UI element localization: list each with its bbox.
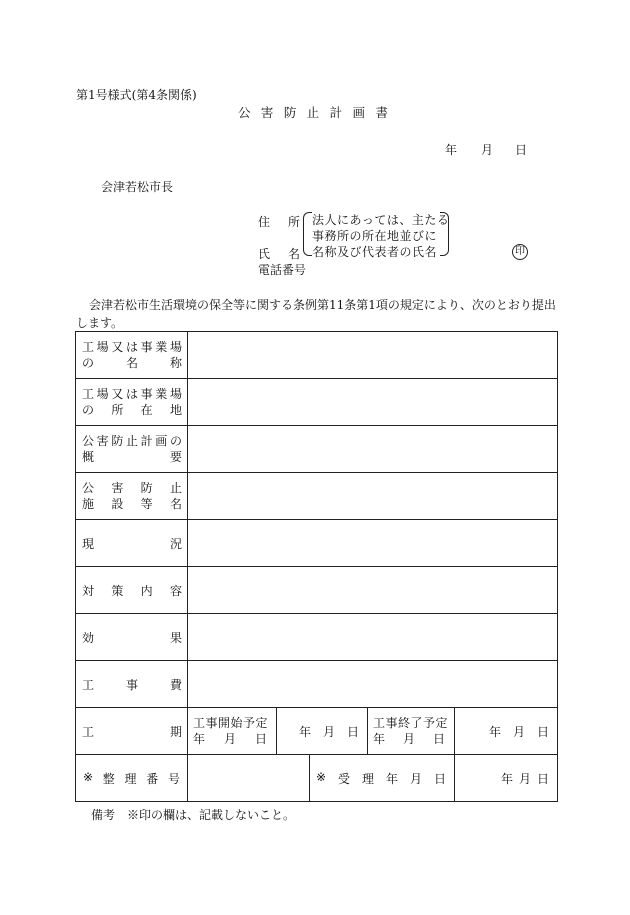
table-row [76, 661, 558, 708]
row-label: 工 場 又 は 事 業 場 の 名 称 [76, 332, 188, 379]
table-row [76, 426, 558, 473]
row-value-field[interactable] [188, 614, 558, 661]
date-month: 月 [481, 143, 494, 157]
addressee: 会津若松市長 [101, 180, 174, 194]
date-year: 年 [445, 143, 458, 157]
period-row [76, 708, 558, 755]
number-label: ※ 整 理 番 号 [76, 755, 188, 802]
row-label: 公 害 防 止 施 設 等 名 [76, 473, 188, 520]
form-number: 第1号様式(第4条関係) [76, 88, 197, 102]
phone-label: 電話番号 [258, 263, 307, 277]
period-label: 工 期 [76, 708, 188, 755]
table-row [76, 614, 558, 661]
number-field [188, 755, 310, 802]
page-title: 公 害 防 止 計 画 書 [238, 105, 388, 120]
row-label: 工 事 費 [76, 661, 188, 708]
row-label: 工 場 又 は 事 業 場 の 所 在 地 [76, 379, 188, 426]
row-value-field[interactable] [188, 520, 558, 567]
plan-table [75, 331, 558, 802]
address-label: 住 所 [258, 215, 300, 229]
table-row [76, 567, 558, 614]
end-date-field[interactable]: 年 月 日 [455, 708, 558, 755]
table-row [76, 332, 558, 379]
row-value-field[interactable] [188, 332, 558, 379]
row-value-field[interactable] [188, 473, 558, 520]
row-label: 公 害 防 止 計 画 の 概 要 [76, 426, 188, 473]
left-bracket [303, 212, 312, 256]
start-date-field[interactable]: 年 月 日 [277, 708, 368, 755]
body-text: 会津若松市生活環境の保全等に関する条例第11条第1項の規定により、次のとおり提出 します。 [76, 298, 556, 330]
end-label: 工事終了予定 年 月 日 [368, 708, 455, 755]
applicant-note: 法人にあっては、主たる 事務所の所在地並びに 名称及び代表者の氏名 [312, 213, 450, 259]
row-label: 対 策 内 容 [76, 567, 188, 614]
table-row [76, 520, 558, 567]
row-value-field[interactable] [188, 379, 558, 426]
name-label: 氏 名 [258, 247, 300, 261]
date-day: 日 [515, 143, 528, 157]
remark: 備考 ※印の欄は、記載しないこと。 [91, 808, 296, 822]
table-row [76, 379, 558, 426]
receipt-label: ※ 受 理 年 月 日 [310, 755, 455, 802]
row-value-field[interactable] [188, 661, 558, 708]
start-label: 工事開始予定 年 月 日 [188, 708, 277, 755]
seal-mark: 印 [512, 244, 528, 260]
table-row [76, 473, 558, 520]
row-value-field[interactable] [188, 567, 558, 614]
receipt-date-field: 年 月 日 [455, 755, 558, 802]
row-value-field[interactable] [188, 426, 558, 473]
row-label: 現 況 [76, 520, 188, 567]
row-label: 効 果 [76, 614, 188, 661]
admin-row [76, 755, 558, 802]
